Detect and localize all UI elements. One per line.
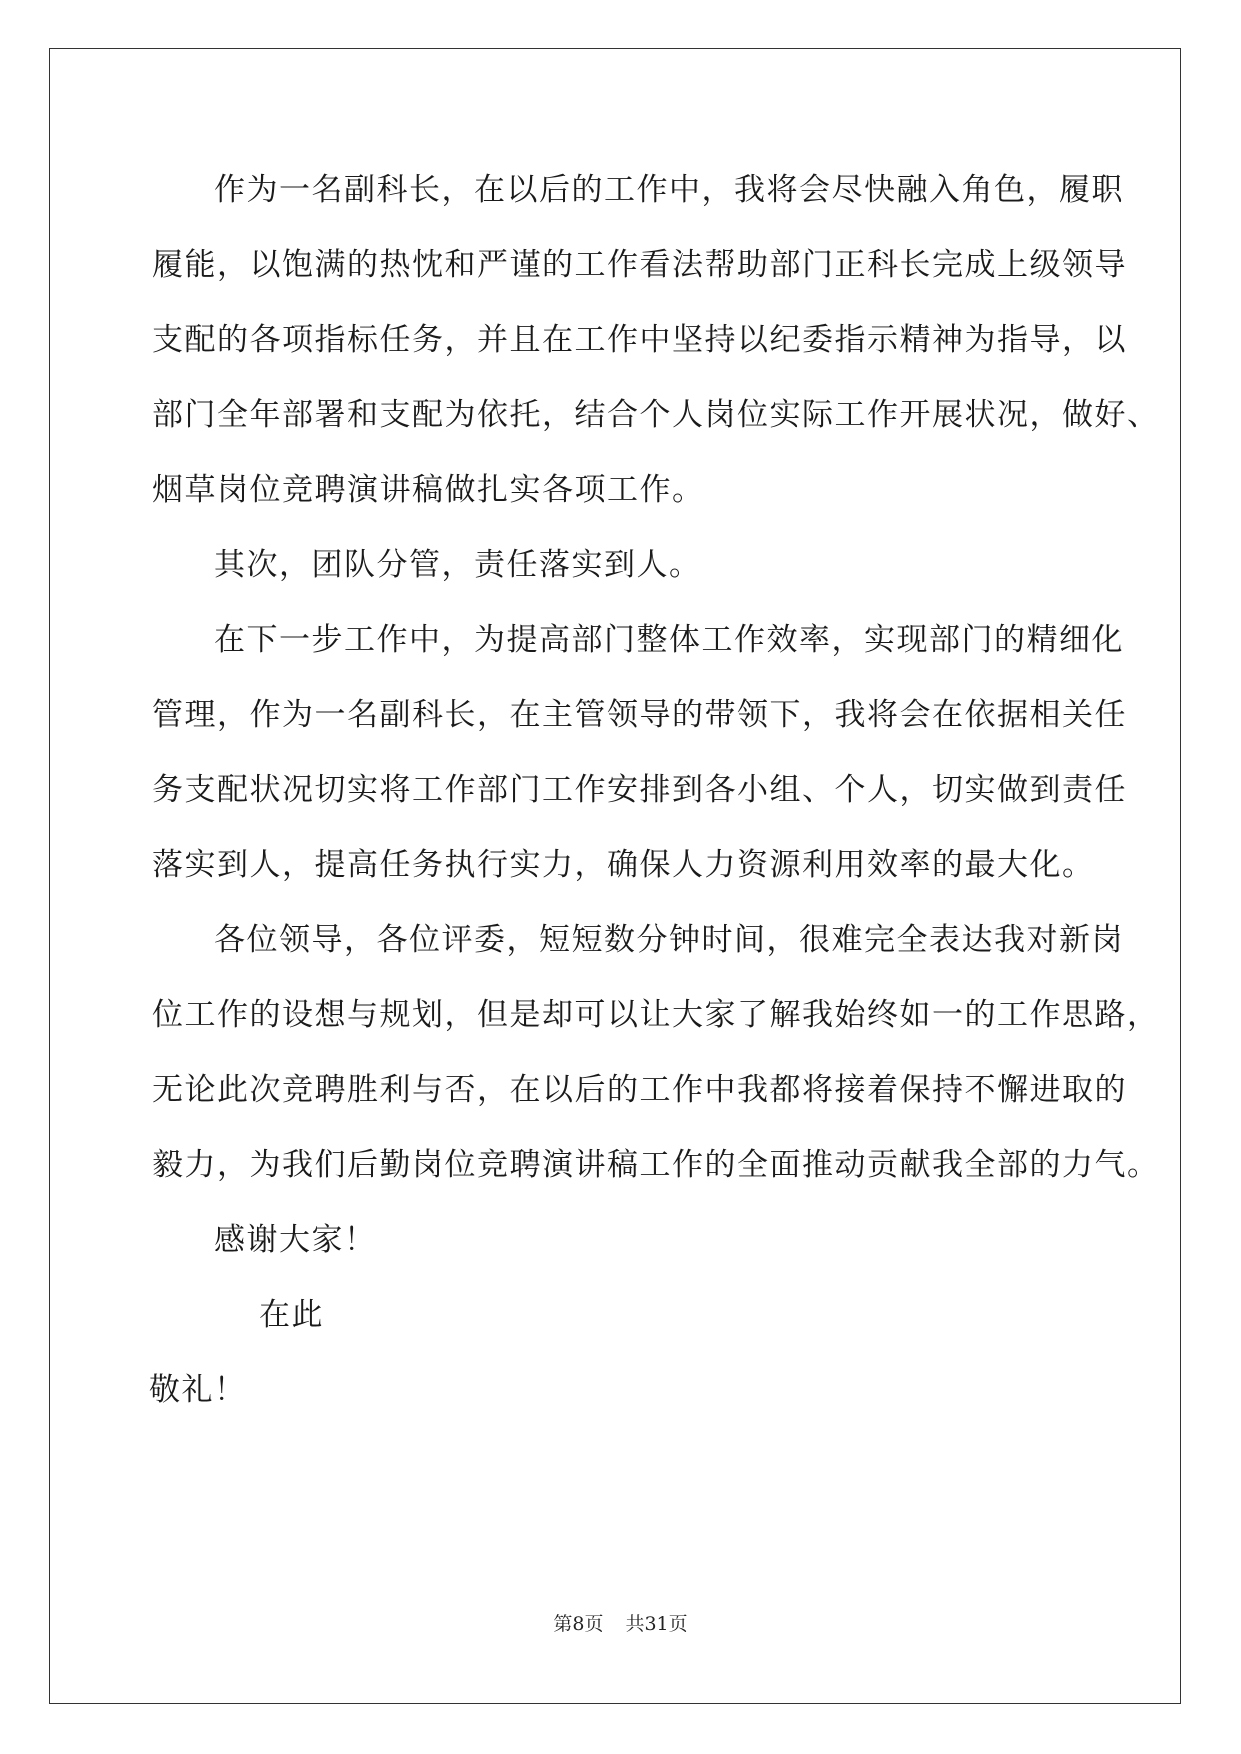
paragraph-2-line-1: 其次，团队分管，责任落实到人。 bbox=[214, 547, 702, 583]
paragraph-5-line-1: 感谢大家！ bbox=[214, 1222, 377, 1258]
paragraph-1-line-2: 履能，以饱满的热忱和严谨的工作看法帮助部门正科长完成上级领导 bbox=[152, 247, 1127, 283]
paragraph-3-line-1: 在下一步工作中，为提高部门整体工作效率，实现部门的精细化 bbox=[214, 622, 1124, 658]
page-total: 共31页 bbox=[625, 1613, 688, 1635]
paragraph-1-line-3: 支配的各项指标任务，并且在工作中坚持以纪委指示精神为指导，以 bbox=[152, 322, 1127, 358]
page-number: 第8页 bbox=[553, 1613, 604, 1635]
paragraph-4-line-1: 各位领导，各位评委，短短数分钟时间，很难完全表达我对新岗 bbox=[214, 922, 1124, 958]
paragraph-4-line-3: 无论此次竞聘胜利与否，在以后的工作中我都将接着保持不懈进取的 bbox=[152, 1072, 1127, 1108]
paragraph-4-line-4: 毅力，为我们后勤岗位竞聘演讲稿工作的全面推动贡献我全部的力气。 bbox=[152, 1147, 1160, 1183]
paragraph-1-line-1: 作为一名副科长，在以后的工作中，我将会尽快融入角色，履职 bbox=[214, 172, 1124, 208]
page-footer bbox=[0, 1612, 1241, 1636]
closing-line-1: 在此 bbox=[259, 1297, 324, 1333]
paragraph-3-line-4: 落实到人，提高任务执行实力，确保人力资源利用效率的最大化。 bbox=[152, 847, 1095, 883]
paragraph-3-line-2: 管理，作为一名副科长，在主管领导的带领下，我将会在依据相关任 bbox=[152, 697, 1127, 733]
closing-line-2: 敬礼！ bbox=[149, 1372, 247, 1408]
paragraph-4-line-2: 位工作的设想与规划，但是却可以让大家了解我始终如一的工作思路， bbox=[152, 997, 1160, 1033]
paragraph-1-line-5: 烟草岗位竞聘演讲稿做扎实各项工作。 bbox=[152, 472, 705, 508]
paragraph-3-line-3: 务支配状况切实将工作部门工作安排到各小组、个人，切实做到责任 bbox=[152, 772, 1127, 808]
paragraph-1-line-4: 部门全年部署和支配为依托，结合个人岗位实际工作开展状况，做好、 bbox=[152, 397, 1160, 433]
